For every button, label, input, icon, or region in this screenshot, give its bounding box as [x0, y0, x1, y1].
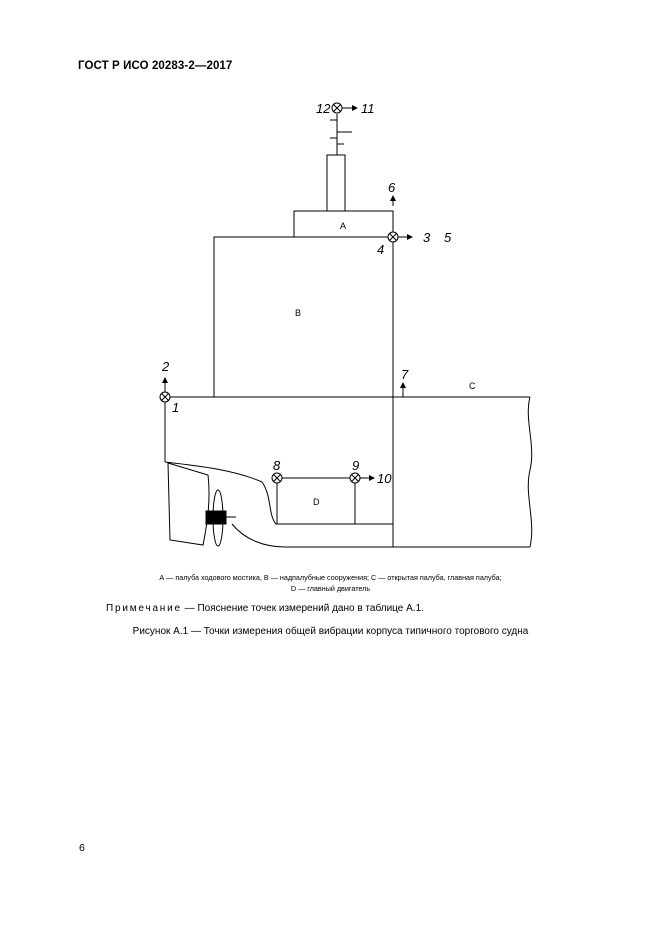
- label-point-2: 2: [162, 359, 170, 374]
- figure-legend-line1: А — палуба ходового мостика, В — надпалубные сооружения; С — открытая палуба, главная палуба;: [159, 573, 502, 582]
- document-header: ГОСТ Р ИСО 20283-2—2017: [78, 60, 233, 72]
- label-point-3: 3: [423, 230, 431, 245]
- hull-break: [528, 397, 531, 547]
- page-number: 6: [79, 842, 85, 854]
- label-point-12: 12: [316, 101, 331, 116]
- point-1-marker: [160, 392, 170, 402]
- label-point-10: 10: [377, 471, 392, 486]
- label-point-4: 4: [377, 242, 385, 257]
- label-point-1: 1: [172, 400, 180, 415]
- label-area-c: C: [469, 381, 476, 391]
- label-area-b: B: [295, 308, 302, 318]
- label-point-5: 5: [444, 230, 452, 245]
- propeller-hub: [206, 511, 226, 524]
- label-point-11: 11: [361, 101, 375, 116]
- point-12-marker: [332, 103, 342, 113]
- funnel: [327, 155, 345, 211]
- note-label: Примечание: [106, 603, 182, 614]
- point-8-marker: [272, 473, 282, 483]
- note-text: — Пояснение точек измерений дано в таблице А.1.: [181, 603, 424, 614]
- label-point-6: 6: [388, 180, 396, 195]
- label-area-a: A: [340, 221, 347, 231]
- label-point-7: 7: [401, 367, 409, 382]
- label-area-d: D: [313, 497, 320, 507]
- note: [106, 603, 424, 614]
- figure-legend-line2: D — главный двигатель: [290, 584, 371, 593]
- label-point-9: 9: [352, 458, 360, 473]
- point-9-marker: [350, 473, 360, 483]
- figure-caption: Рисунок А.1 — Точки измерения общей вибрации корпуса типичного торгового судна: [132, 626, 529, 637]
- superstructure-b: [214, 237, 393, 397]
- rudder: [168, 463, 209, 545]
- label-point-8: 8: [273, 458, 281, 473]
- point-4-marker: [388, 232, 398, 242]
